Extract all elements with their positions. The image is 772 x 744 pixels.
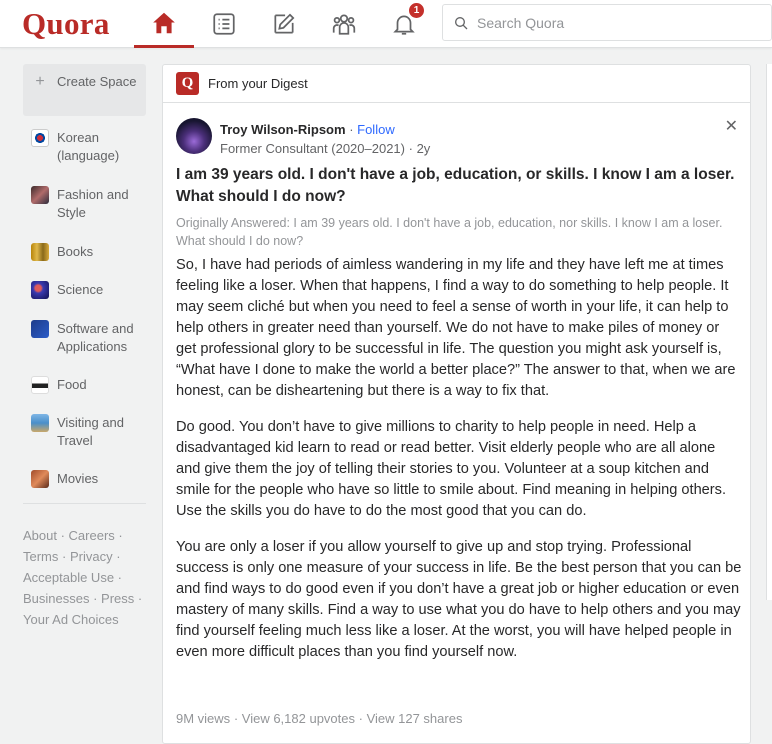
answer-stats: 9M views · View 6,182 upvotes · View 127 shares — [176, 711, 463, 726]
sidebar-item-science[interactable] — [23, 281, 146, 299]
footer-link-ad-choices[interactable]: Your Ad Choices — [23, 612, 119, 627]
spaces-icon — [331, 11, 357, 37]
plus-icon: + — [35, 73, 45, 90]
sidebar-item-label: Books — [57, 244, 94, 259]
shares-link[interactable]: View 127 shares — [366, 711, 463, 726]
quora-digest-icon: Q — [176, 72, 199, 95]
notification-badge: 1 — [408, 2, 425, 19]
sidebar-item-label: Fashion and Style — [57, 187, 129, 220]
edit-icon — [271, 11, 297, 37]
sidebar-item-label: Movies — [57, 471, 99, 486]
sidebar-item-travel[interactable] — [23, 414, 146, 450]
left-sidebar — [23, 64, 146, 630]
home-button[interactable] — [134, 0, 194, 48]
answer-list-icon — [211, 11, 237, 37]
footer-link-privacy[interactable]: Privacy — [69, 549, 113, 564]
create-space-button[interactable] — [23, 64, 146, 116]
footer-link-press[interactable]: Press — [101, 591, 135, 606]
top-navigation-bar — [0, 0, 772, 48]
avatar[interactable] — [176, 118, 212, 154]
answer-paragraph: So, I have had periods of aimless wandering in my life and they have left me at times feeling like a loser. When that happens, I find a way to do something to help people. It may seem cliché but when you need to feel a sense of worth in your life, it can help to help others in greater need than yourself. We do not have to make piles of money or get professional glory to be successful in life. The question you might ask yourself is, “What have I done to make the world a better place?” The answer to that, when we are honest, can be disheartening but there is a way to fix that. — [176, 257, 736, 399]
originally-answered[interactable]: Originally Answered: I am 39 years old. I don't have a job, education, nor skills. I know I am a loser. What should I do now? — [176, 216, 723, 248]
notifications-button[interactable] — [374, 0, 434, 48]
sidebar-item-movies[interactable] — [23, 470, 146, 488]
food-icon — [31, 376, 49, 394]
footer-link-about[interactable]: About — [23, 528, 57, 543]
views-count: 9M views — [176, 711, 231, 726]
search-box[interactable] — [442, 4, 772, 41]
answer-paragraph: You are only a loser if you allow yourself to give up and stop trying. Professional success is only one measure of your success in life. Be the best person that you can be and find ways to do good even if you don’t have a great job or higher education or even mastery of many skills. Find a way to use what you do have to help others and you may find yourself feeling much less like a loser. At the worst, you will have helped people in even more difficult places than you find yourself now. — [176, 539, 742, 660]
following-button[interactable] — [194, 0, 254, 48]
answer-button[interactable] — [254, 0, 314, 48]
software-icon — [31, 320, 49, 338]
science-icon — [31, 281, 49, 299]
sidebar-item-label: Korean (language) — [57, 130, 120, 163]
search-icon — [453, 15, 469, 31]
quora-logo[interactable]: Quora — [22, 6, 110, 41]
question-title[interactable]: I am 39 years old. I don't have a job, education, or skills. I know I am a loser. What should I do now? — [176, 166, 735, 205]
sidebar-item-food[interactable] — [23, 376, 146, 394]
books-icon — [31, 243, 49, 261]
sidebar-divider — [23, 503, 146, 504]
close-icon[interactable]: ✕ — [724, 118, 738, 135]
right-panel-edge — [766, 64, 772, 600]
sidebar-item-label: Visiting and Travel — [57, 415, 124, 448]
answer-body — [176, 255, 742, 678]
sidebar-item-books[interactable] — [23, 243, 146, 261]
search-input[interactable] — [477, 15, 757, 31]
sidebar-item-label: Software and Applications — [57, 321, 134, 354]
create-space-label: Create Space — [57, 74, 137, 89]
answer-card — [162, 64, 751, 744]
footer-link-careers[interactable]: Careers — [68, 528, 115, 543]
spaces-button[interactable] — [314, 0, 374, 48]
footer-link-terms[interactable]: Terms — [23, 549, 59, 564]
home-icon — [151, 10, 177, 36]
author-name[interactable]: Troy Wilson-Ripsom — [220, 122, 346, 137]
digest-label: From your Digest — [208, 76, 308, 91]
sidebar-item-fashion[interactable] — [23, 186, 146, 222]
movies-icon — [31, 470, 49, 488]
author-credential: Former Consultant (2020–2021) — [220, 141, 405, 156]
sidebar-item-korean[interactable] — [23, 129, 146, 165]
digest-header — [163, 65, 750, 103]
fashion-icon — [31, 186, 49, 204]
follow-button[interactable]: Follow — [357, 122, 395, 137]
answer-paragraph: Do good. You don’t have to give millions to charity to help people in need. Help a disadvantaged kid learn to read or read better. Visit elderly people who are all alone and give them the joy of telling their stories to you. Volunteer at a soup kitchen and smile for the people who have so little to smile about. Find meaning in helping others. Use the skills you do have to do the most good that you can do. — [176, 419, 727, 519]
korea-flag-icon — [31, 129, 49, 147]
sidebar-item-label: Food — [57, 377, 87, 392]
sidebar-item-software[interactable] — [23, 320, 146, 356]
footer-link-acceptable-use[interactable]: Acceptable Use — [23, 570, 115, 585]
author-row: Troy Wilson-Ripsom · Follow Former Consultant (2020–2021) · 2y — [176, 118, 430, 159]
answer-age[interactable]: 2y — [416, 141, 431, 156]
footer-links: About · Careers · Terms · Privacy · Acceptable Use · Businesses · Press · Your Ad Choices — [23, 528, 143, 627]
travel-icon — [31, 414, 49, 432]
sidebar-item-label: Science — [57, 282, 104, 297]
upvotes-link[interactable]: View 6,182 upvotes — [241, 711, 355, 726]
footer-link-businesses[interactable]: Businesses — [23, 591, 90, 606]
